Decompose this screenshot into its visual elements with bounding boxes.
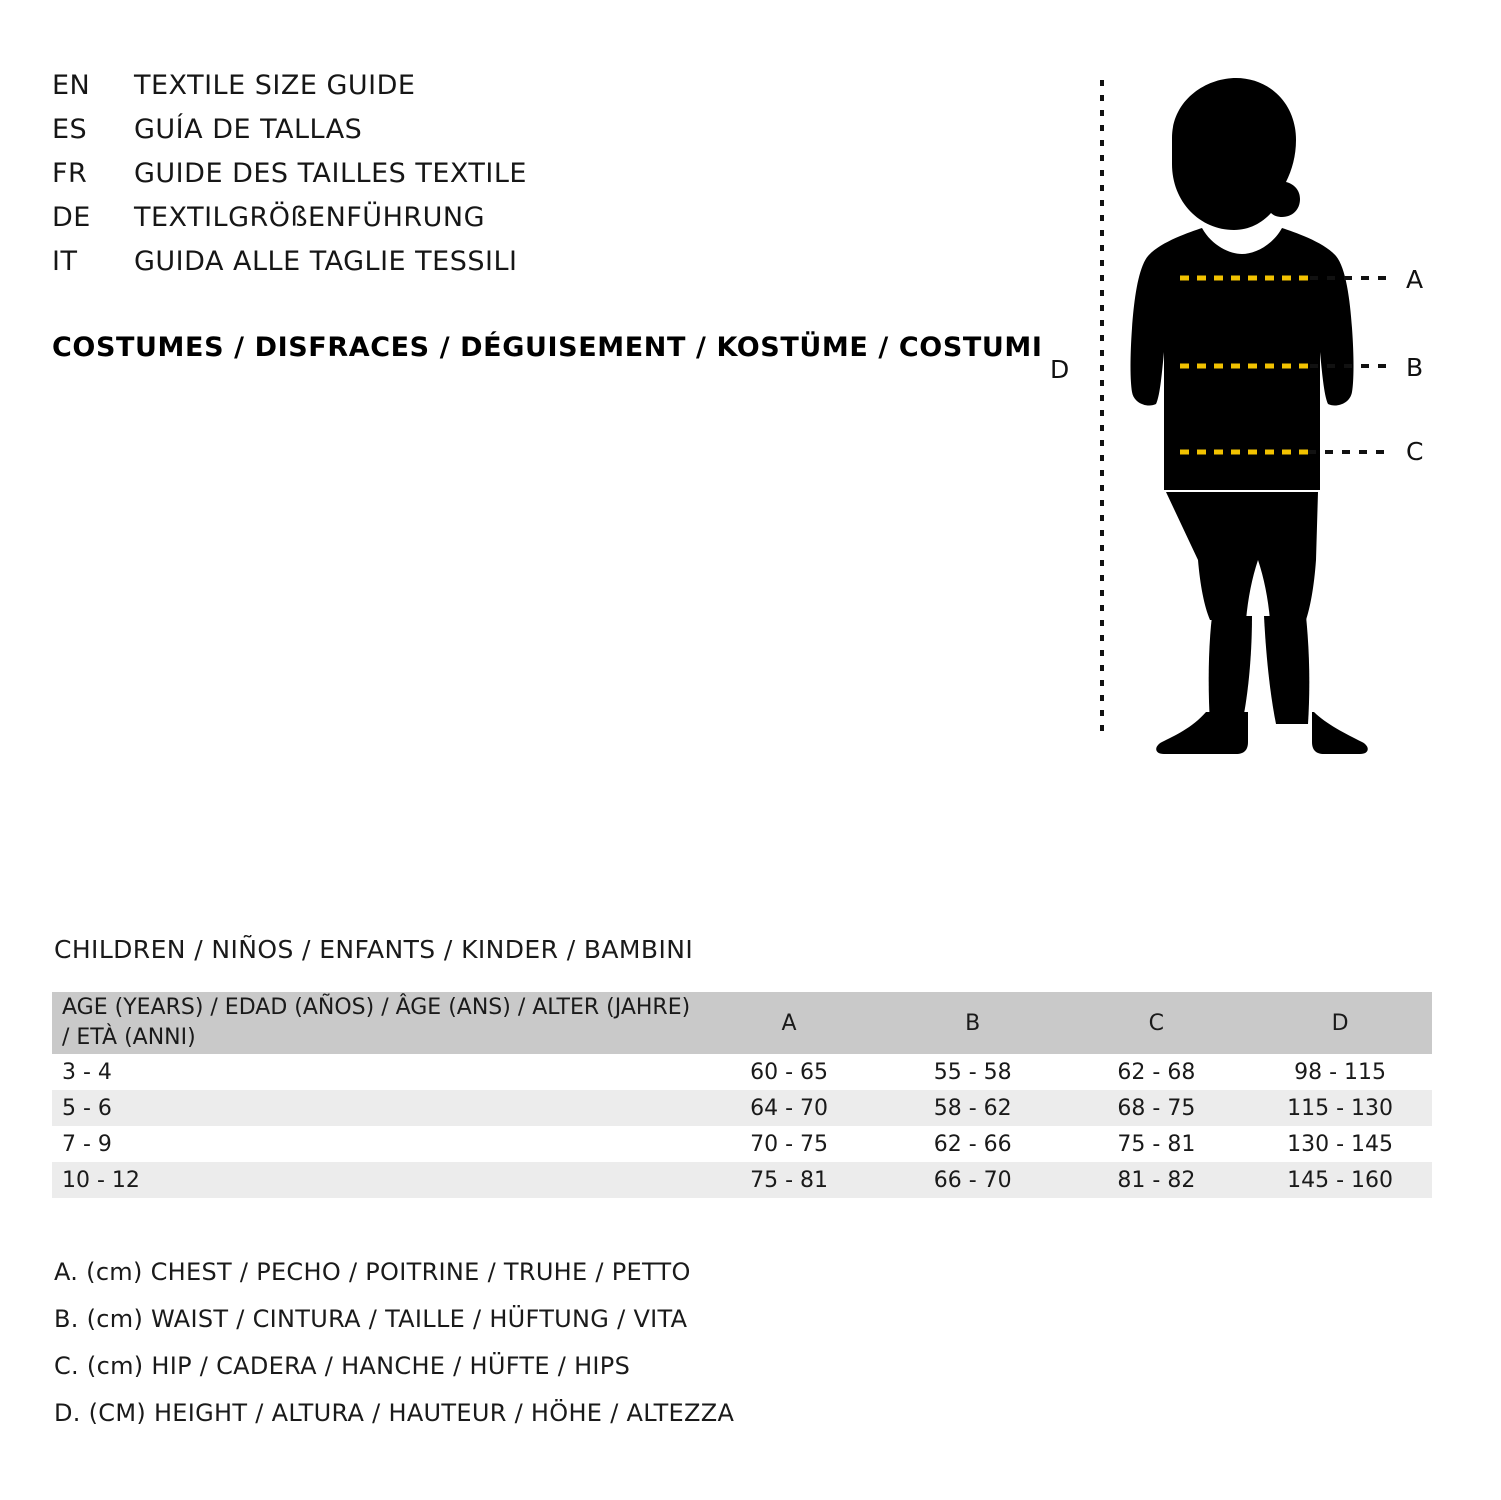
child-silhouette-icon	[1020, 60, 1460, 760]
table-header	[52, 992, 1432, 1054]
cell-c: 62 - 68	[1065, 1054, 1249, 1090]
costumes-heading: COSTUMES / DISFRACES / DÉGUISEMENT / KOSTÜME / COSTUMI	[52, 332, 1043, 363]
table-row	[52, 1126, 1432, 1162]
marker-label-b: B	[1406, 353, 1424, 382]
cell-a: 60 - 65	[697, 1054, 881, 1090]
table-row	[52, 1162, 1432, 1198]
table-body	[52, 1054, 1432, 1198]
language-text-en: TEXTILE SIZE GUIDE	[134, 70, 416, 101]
cell-d: 130 - 145	[1248, 1126, 1432, 1162]
language-text-it: GUIDA ALLE TAGLIE TESSILI	[134, 246, 518, 277]
measurement-figure	[1020, 60, 1460, 760]
silhouette-body	[1131, 78, 1368, 754]
cell-b: 58 - 62	[881, 1090, 1065, 1126]
cell-d: 145 - 160	[1248, 1162, 1432, 1198]
table-row	[52, 1054, 1432, 1090]
legend-item-c: C. (cm) HIP / CADERA / HANCHE / HÜFTE / HIPS	[54, 1352, 631, 1380]
legend-item-d: D. (CM) HEIGHT / ALTURA / HAUTEUR / HÖHE / ALTEZZA	[54, 1399, 735, 1427]
marker-label-a: A	[1406, 265, 1424, 294]
cell-age: 10 - 12	[52, 1162, 697, 1198]
column-header-a: A	[697, 992, 881, 1054]
language-text-es: GUÍA DE TALLAS	[134, 114, 363, 145]
cell-a: 64 - 70	[697, 1090, 881, 1126]
cell-b: 66 - 70	[881, 1162, 1065, 1198]
cell-b: 62 - 66	[881, 1126, 1065, 1162]
cell-c: 75 - 81	[1065, 1126, 1249, 1162]
cell-a: 75 - 81	[697, 1162, 881, 1198]
language-code-fr: FR	[52, 158, 88, 189]
language-row-es	[52, 114, 1012, 158]
language-text-de: TEXTILGRÖßENFÜHRUNG	[134, 202, 486, 233]
language-code-it: IT	[52, 246, 78, 277]
cell-c: 81 - 82	[1065, 1162, 1249, 1198]
size-table	[52, 992, 1432, 1198]
measurement-legend	[54, 1258, 1154, 1446]
column-header-age: AGE (YEARS) / EDAD (AÑOS) / ÂGE (ANS) / ALTER (JAHRE) / ETÀ (ANNI)	[52, 992, 697, 1054]
language-row-en	[52, 70, 1012, 114]
cell-age: 5 - 6	[52, 1090, 697, 1126]
table-row	[52, 1090, 1432, 1126]
cell-b: 55 - 58	[881, 1054, 1065, 1090]
language-code-de: DE	[52, 202, 91, 233]
table-section-title: CHILDREN / NIÑOS / ENFANTS / KINDER / BAMBINI	[54, 935, 694, 964]
legend-item-b: B. (cm) WAIST / CINTURA / TAILLE / HÜFTUNG / VITA	[54, 1305, 688, 1333]
language-code-es: ES	[52, 114, 88, 145]
cell-age: 7 - 9	[52, 1126, 697, 1162]
language-row-de	[52, 202, 1012, 246]
column-header-d: D	[1248, 992, 1432, 1054]
language-row-fr	[52, 158, 1012, 202]
legend-item-a: A. (cm) CHEST / PECHO / POITRINE / TRUHE / PETTO	[54, 1258, 691, 1286]
marker-label-d: D	[1050, 355, 1070, 384]
language-text-fr: GUIDE DES TAILLES TEXTILE	[134, 158, 527, 189]
cell-c: 68 - 75	[1065, 1090, 1249, 1126]
language-list	[52, 70, 1012, 290]
column-header-c: C	[1065, 992, 1249, 1054]
marker-label-c: C	[1406, 437, 1424, 466]
cell-a: 70 - 75	[697, 1126, 881, 1162]
cell-d: 115 - 130	[1248, 1090, 1432, 1126]
language-row-it	[52, 246, 1012, 290]
cell-d: 98 - 115	[1248, 1054, 1432, 1090]
language-code-en: EN	[52, 70, 91, 101]
column-header-b: B	[881, 992, 1065, 1054]
table-header-row	[52, 992, 1432, 1054]
cell-age: 3 - 4	[52, 1054, 697, 1090]
